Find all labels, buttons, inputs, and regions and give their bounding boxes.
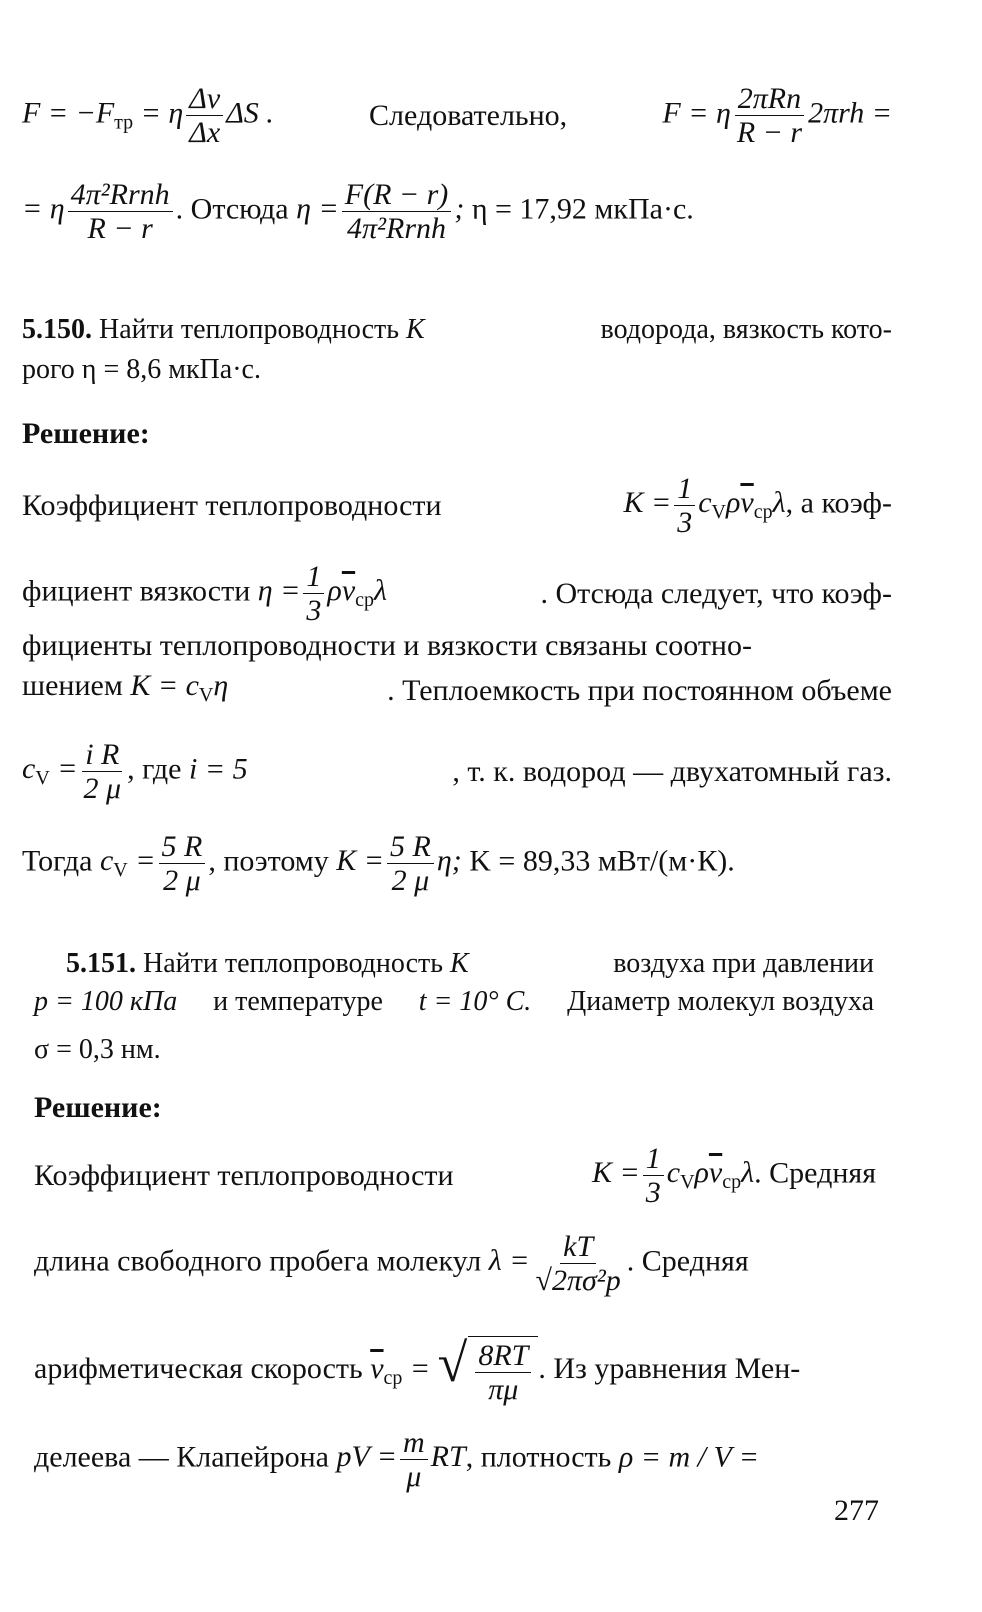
problem-number: 5.150. (22, 314, 92, 345)
solution-1-line-5: $c_V$ = $\frac{\text{i R}}{2 \mu}$ , где i = 5 , т. к. водород — двухатомный газ. (22, 738, 892, 805)
solution-2-line-1: Коэффициент теплопроводности K = $\frac{1}{3}$ $c_V\rho\overline{v}_{ср}\lambda$. Средняя (34, 1142, 876, 1209)
solution-1-line-3: фициенты теплопроводности и вязкости связаны соотно- (22, 629, 752, 662)
solution-1-line-1: Коэффициент теплопроводности K = $\frac{1}{3}$ $c_V\rho\overline{v}_{ср}\lambda$, а коэф- (22, 472, 892, 539)
page-number: 277 (834, 1494, 879, 1527)
eta-result: η = 17,92 мкПа·с. (471, 192, 694, 226)
problem-5-151-line-2: p = 100 кПа и температуре t = 10° C. Диаметр молекул воздуха (34, 986, 874, 1017)
solution-2-line-2: длина свободного пробега молекул λ = $\frac{kT}{\text{√2πσ²p}}$ . Средняя (34, 1230, 749, 1297)
formula-line-1: $F = -F_{тр} = \eta$ $\frac{\Delta v}{\Delta x}$ ΔS . Следовательно, F = η $\frac{\text{2πRn}}{R - r}$ 2πrh = (22, 82, 892, 149)
solution-1-line-2: фициент вязкости η = $\frac{1}{3}$ $\rho\overline{v}_{ср}\lambda$ . Отсюда следует, что коэф- (22, 560, 892, 627)
solution-1-line-6: Тогда $c_V$ = $\frac{5 R}{2 \mu}$ , поэтому K = $\frac{5 R}{2 \mu}$ η; K = 89,33 мВт/(м·К). (22, 830, 735, 897)
solution-1-line-4: шением $K = c_V\eta$ . Теплоемкость при постоянном объеме (22, 669, 892, 707)
conductivity-result: K = 89,33 мВт/(м·К). (469, 844, 735, 878)
problem-number: 5.151. (66, 948, 136, 979)
problem-5-150-line-1: 5.150. Найти теплопроводность K водорода, вязкость кото- (22, 314, 892, 345)
solution-2-line-3: арифметическая скорость $\overline{v}_{ср}$ = √ $\frac{8RT}{\pi\mu}$ . Из уравнения Мен- (34, 1333, 801, 1406)
viscosity-given: η = 8,6 мкПа·с. (81, 354, 261, 385)
text-therefore: Следовательно, (369, 98, 568, 132)
problem-5-151-line-3: σ = 0,3 нм. (34, 1034, 161, 1065)
formula-line-2: = η $\frac{\text{4π²Rrnh}}{R - r}$ . Отсюда η = $\frac{F(R - r)}{\text{4π²Rrnh}}$ ; η = 17,92 мкПа·с. (22, 178, 694, 245)
solution-heading-2: Решение: (34, 1091, 162, 1124)
solution-heading-1: Решение: (22, 417, 150, 450)
problem-5-151-line-1: 5.151. Найти теплопроводность K воздуха при давлении (66, 948, 874, 979)
solution-2-line-4: делеева — Клапейрона pV = $\frac{m}{\mu}$ RT, плотность ρ = m / V = (34, 1426, 760, 1493)
problem-5-150-line-2: рого η = 8,6 мкПа·с. (22, 354, 261, 385)
